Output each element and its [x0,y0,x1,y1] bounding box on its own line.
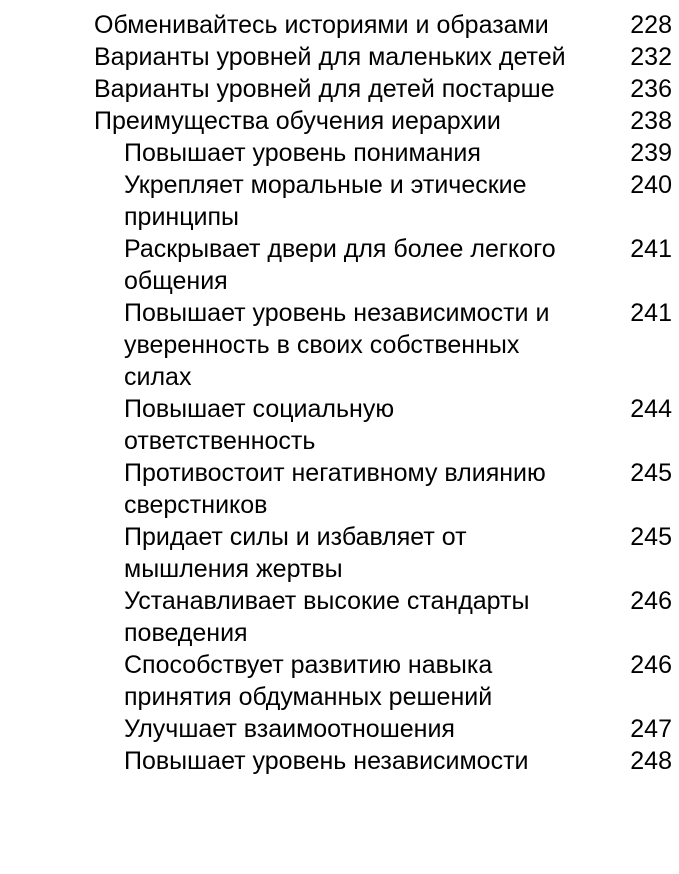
toc-entry-page: 244 [630,395,672,423]
toc-entry [0,585,679,649]
toc-entry-page: 228 [630,11,672,39]
toc-entry-page: 236 [630,75,672,103]
toc-entry [0,169,679,233]
toc-entry-page: 232 [630,43,672,71]
toc-entry-page: 247 [630,715,672,743]
toc-entry-title: Обменивайтесь историями и образами [94,11,549,39]
toc-entry-title: Устанавливает высокие стандарты поведения [124,587,530,647]
toc-entry-title: Раскрывает двери для более легкого общения [124,235,556,295]
toc-entry-page: 238 [630,107,672,135]
toc-entry-title: Повышает социальную ответственность [124,395,395,455]
toc-entry-title: Противостоит негативному влиянию сверстников [124,459,546,519]
toc-entry [0,649,679,713]
toc-entry-page: 241 [630,235,672,263]
toc-entry-title: Придает силы и избавляет от мышления жертвы [124,523,467,583]
toc-entry [0,233,679,297]
toc-entry-title: Варианты уровней для маленьких детей [94,43,566,71]
toc-entry-page: 248 [630,747,672,775]
toc-entry-title: Повышает уровень независимости [124,747,529,775]
toc-entry-page: 240 [630,171,672,199]
toc-entry-page: 246 [630,587,672,615]
toc-entry [0,297,679,393]
toc-entry-title: Укрепляет моральные и этические принципы [124,171,527,231]
toc-entry-title: Преимущества обучения иерархии [94,107,501,135]
toc-entry-title: Способствует развитию навыка принятия обдуманных решений [124,651,493,711]
toc-entry [0,105,679,137]
toc-entry [0,41,679,73]
toc-entry-title: Варианты уровней для детей постарше [94,75,555,103]
toc-entry [0,745,679,777]
toc-entry [0,713,679,745]
toc-entry-page: 245 [630,523,672,551]
toc-entry-page: 245 [630,459,672,487]
toc-entry-title: Повышает уровень независимости и уверенность в своих собственных силах [124,299,550,391]
toc-entry [0,393,679,457]
toc-entry-page: 246 [630,651,672,679]
toc-entry [0,9,679,41]
toc-entry-page: 239 [630,139,672,167]
toc-entry-title: Улучшает взаимоотношения [124,715,455,743]
toc-entry [0,73,679,105]
table-of-contents [0,9,679,777]
toc-entry-title: Повышает уровень понимания [124,139,481,167]
toc-entry [0,521,679,585]
toc-entry-page: 241 [630,299,672,327]
toc-entry [0,457,679,521]
toc-entry [0,137,679,169]
